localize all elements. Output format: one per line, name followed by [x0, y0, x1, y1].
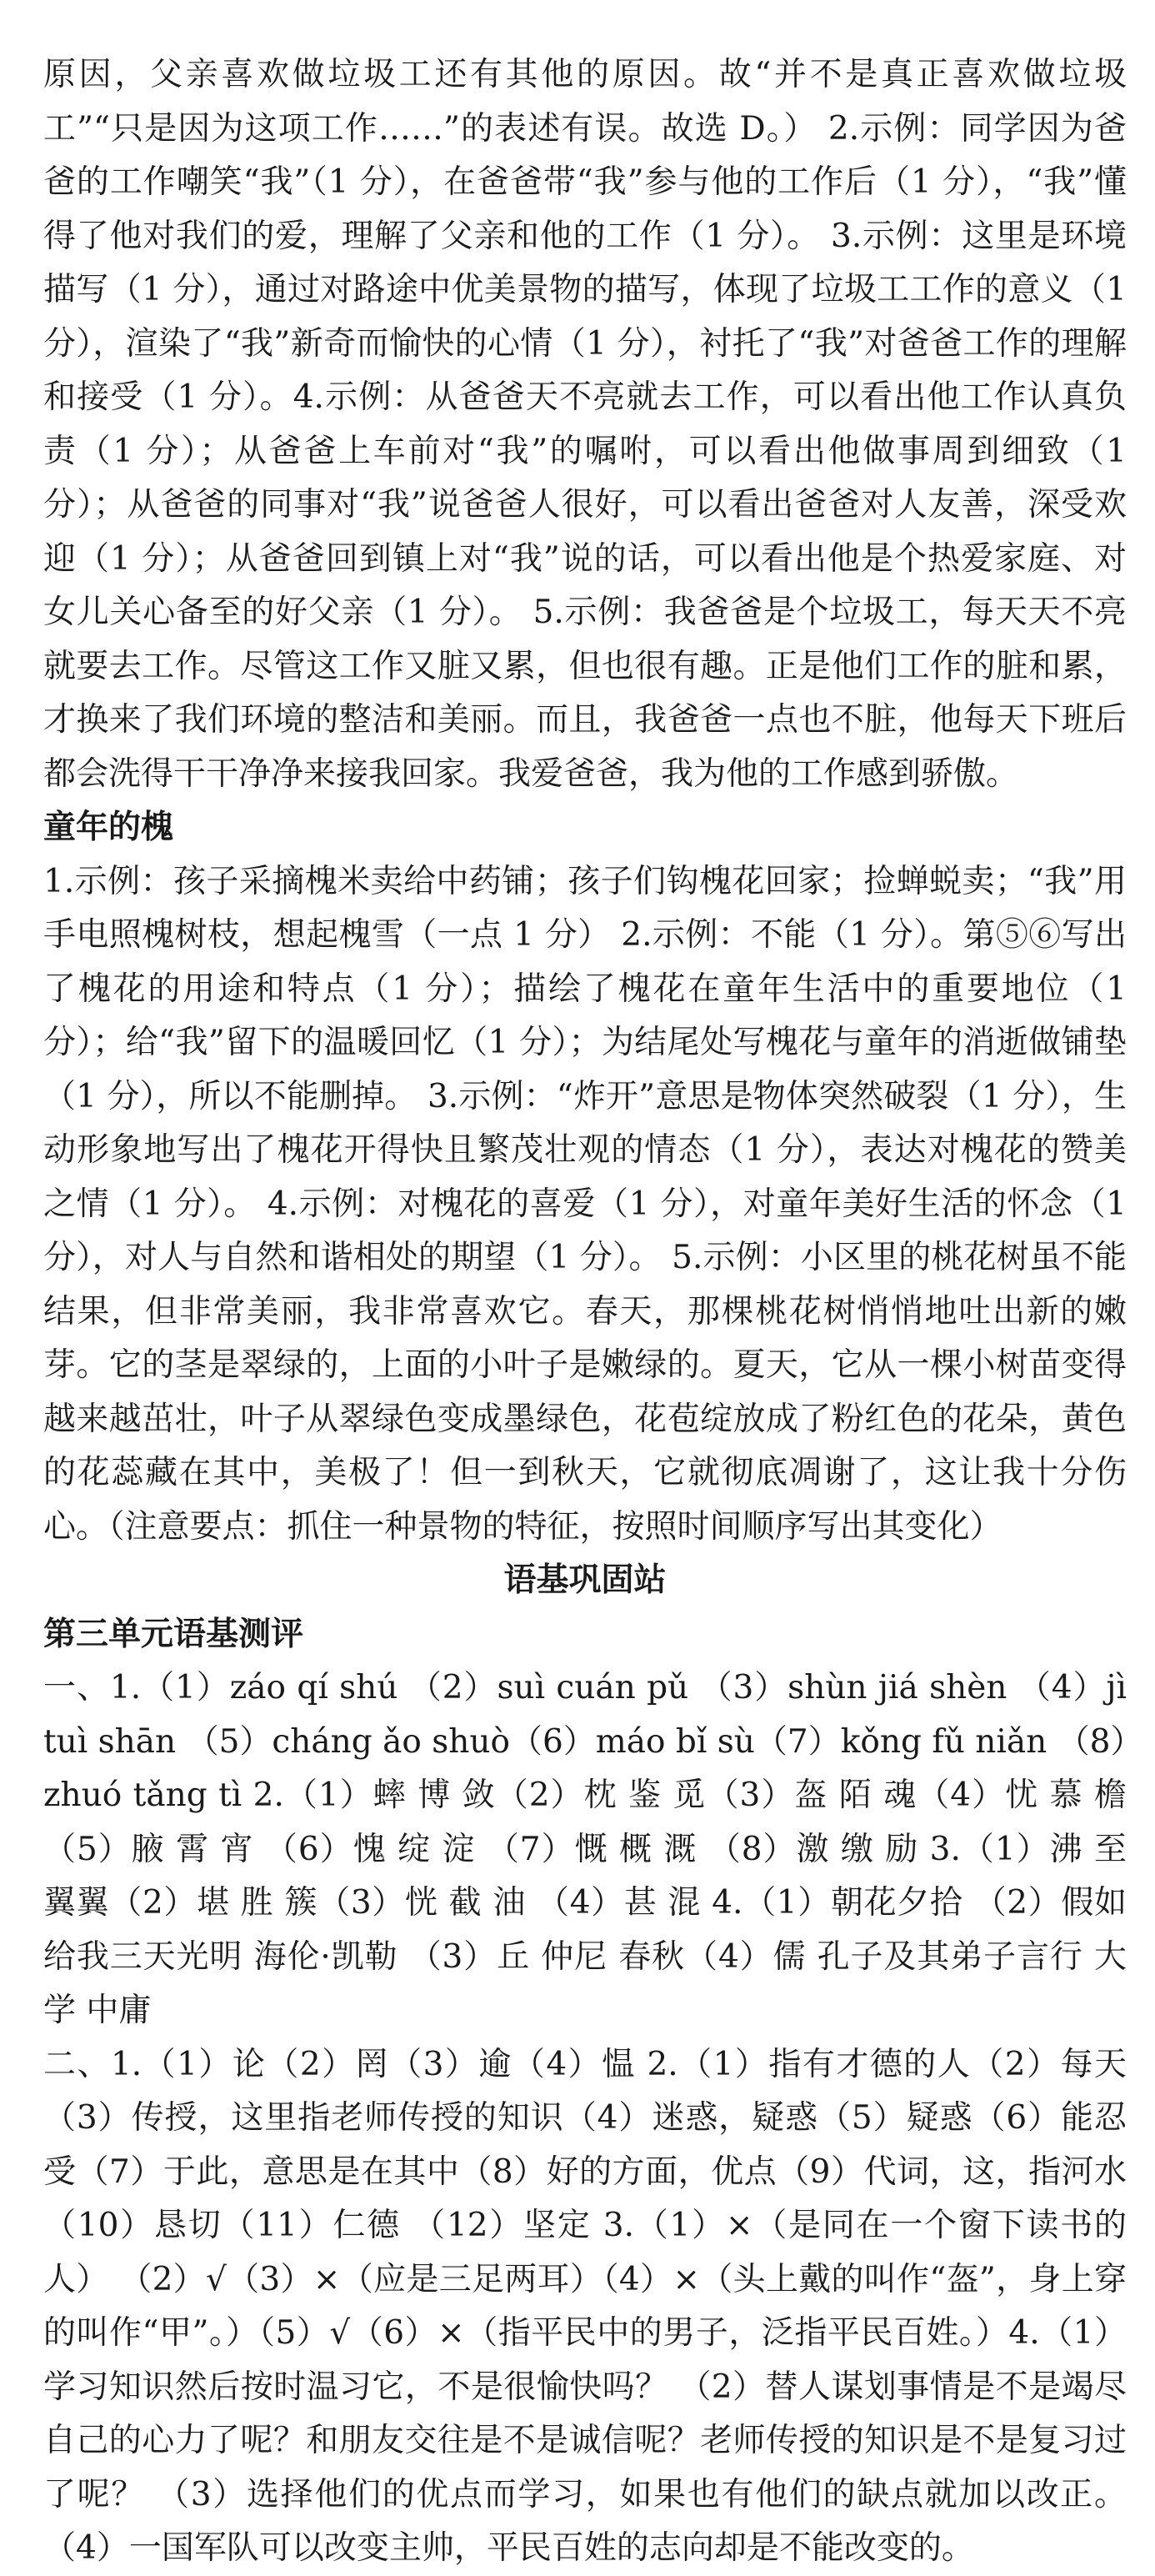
answer-block-childhood-locust: 1.示例：孩子采摘槐米卖给中药铺；孩子们钩槐花回家；捡蝉蜕卖；“我”用手电照槐树枝，想起槐雪（一点 1 分） 2.示例：不能（1 分）。第⑤⑥写出了槐花的用途和特点（1 分）；描绘了槐花在童年生活中的重要地位（1 分）；给“我”留下的温暖回忆（1 分）；为结尾处写槐花与童年的消逝做铺垫（1 分），所以不能删掉。 3.示例：“炸开”意思是物体突然破裂（1 分），生动形象地写出了槐花开得快且繁茂壮观的情态（1 分），表达对槐花的赞美之情（1 分）。 4.示例：对槐花的喜爱（1 分），对童年美好生活的怀念（1 分），对人与自然和谐相处的期望（1 分）。 5.示例：小区里的桃花树虽不能结果，但非常美丽，我非常喜欢它。春天，那棵桃花树悄悄地吐出新的嫩芽。它的茎是翠绿的，上面的小叶子是嫩绿的。夏天，它从一棵小树苗变得越来越茁壮，叶子从翠绿色变成墨绿色，花苞绽放成了粉红色的花朵，黄色的花蕊藏在其中，美极了！但一到秋天，它就彻底凋谢了，这让我十分伤心。（注意要点：抓住一种景物的特征，按照时间顺序写出其变化） [43, 862, 1127, 1546]
section-subtitle-unit-test: 第三单元语基测评 [43, 1615, 304, 1653]
answer-page [43, 48, 1127, 2576]
answer-block-part-two: 二、1.（1）论（2）罔（3）逾（4）愠 2.（1）指有才德的人（2）每天（3）传授，这里指老师传授的知识（4）迷惑，疑惑（5）疑惑（6）能忍受（7）于此，意思是在其中（8）好的方面，优点（9）代词，这，指河水（10）恳切（11）仁德 （12）坚定 3.（1）×（是同在一个窗下读书的人） （2）√（3）×（应是三足两耳）（4）×（头上戴的叫作“盔”，身上穿的叫作“甲”。）（5）√（6）×（指平民中的男子，泛指平民百姓。）4.（1）学习知识然后按时温习它，不是很愉快吗？ （2）替人谋划事情是不是竭尽自己的心力了呢？和朋友交往是不是诚信呢？老师传授的知识是不是复习过了呢？ （3）选择他们的优点而学习，如果也有他们的缺点就加以改正。（4）一国军队可以改变主帅，平民百姓的志向却是不能改变的。 [43, 2045, 1127, 2567]
answer-block-garbage-worker: 原因，父亲喜欢做垃圾工还有其他的原因。故“并不是真正喜欢做垃圾工”“只是因为这项工作……”的表述有误。故选 D。） 2.示例：同学因为爸爸的工作嘲笑“我”（1 分），在爸爸带“我”参与他的工作后（1 分），“我”懂得了他对我们的爱，理解了父亲和他的工作（1 分）。 3.示例：这里是环境描写（1 分），通过对路途中优美景物的描写，体现了垃圾工工作的意义（1 分），渲染了“我”新奇而愉快的心情（1 分），衬托了“我”对爸爸工作的理解和接受（1 分）。4.示例：从爸爸天不亮就去工作，可以看出他工作认真负责（1 分）；从爸爸上车前对“我”的嘱咐，可以看出他做事周到细致（1 分）；从爸爸的同事对“我”说爸爸人很好，可以看出爸爸对人友善，深受欢迎（1 分）；从爸爸回到镇上对“我”说的话，可以看出他是个热爱家庭、对女儿关心备至的好父亲（1 分）。 5.示例：我爸爸是个垃圾工，每天天不亮就要去工作。尽管这工作又脏又累，但也很有趣。正是他们工作的脏和累，才换来了我们环境的整洁和美丽。而且，我爸爸一点也不脏，他每天下班后都会洗得干干净净来接我回家。我爱爸爸，我为他的工作感到骄傲。 [43, 56, 1127, 793]
section-title-language-review: 语基巩固站 [503, 1561, 667, 1599]
section-title-childhood-locust: 童年的槐 [43, 809, 174, 846]
answer-block-part-one: 一、1.（1）záo qí shú （2）suì cuán pǔ （3）shùn jiá shèn （4）jì tuì shān （5）cháng ǎo shuò（6）máo bǐ sù（7）kǒng fǔ niǎn （8）zhuó tǎng tì 2.（1）蟀 博 敛（2）枕 鉴 觅（3）盔 陌 魂（4）忧 慕 檐（5）腋 霄 宵 （6）愧 绽 淀 （7）慨 概 溉 （8）激 缴 励 3.（1）沸 至 翼翼（2）堪 胜 簇（3）恍 截 油 （4）甚 混 4.（1）朝花夕拾 （2）假如给我三天光明 海伦·凯勒 （3）丘 仲尼 春秋（4）儒 孔子及其弟子言行 大学 中庸 [43, 1669, 1127, 2029]
